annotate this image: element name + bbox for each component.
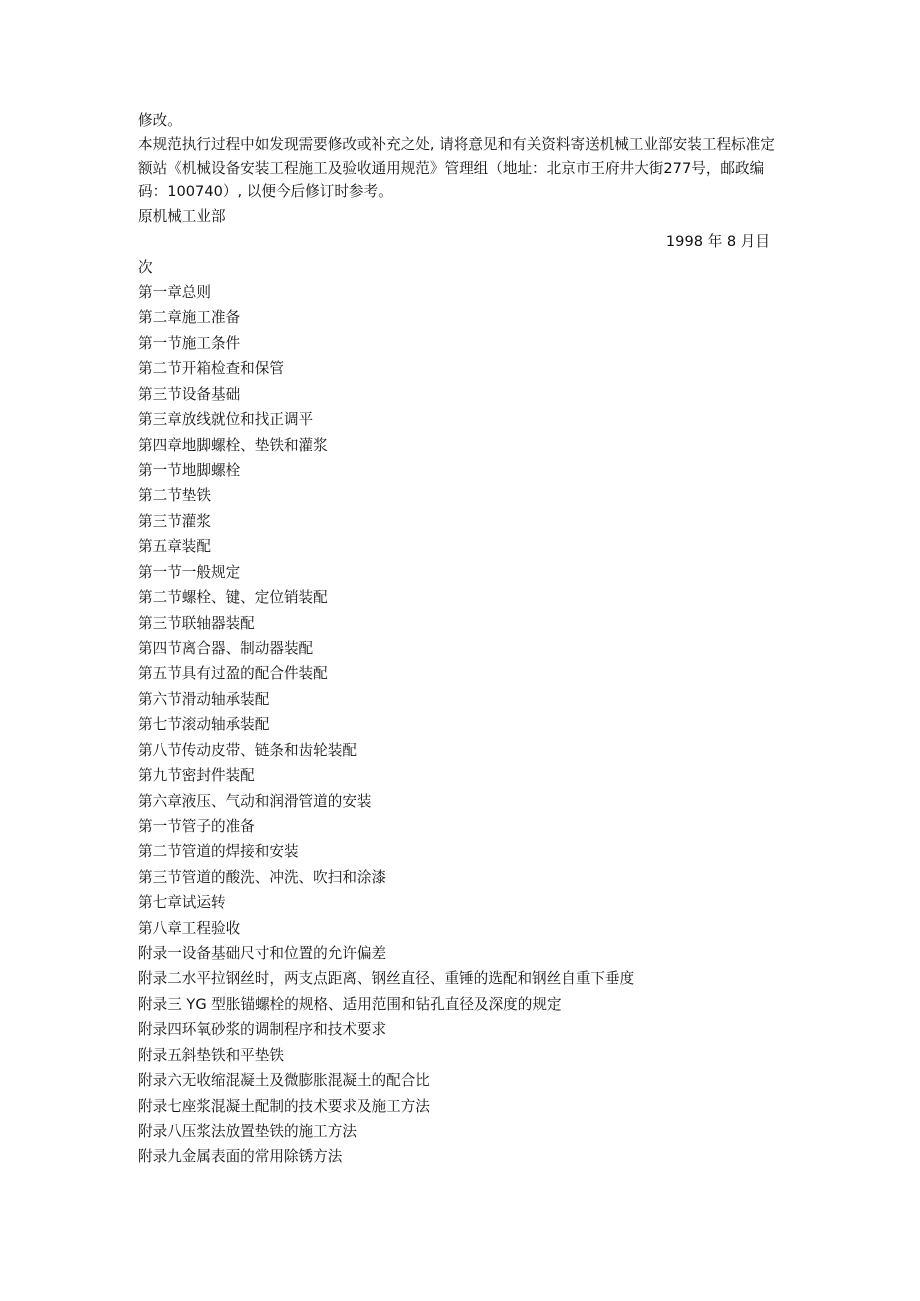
toc-entry: 第三节灌浆 [138,512,211,530]
toc-entry: 第一节施工条件 [138,334,241,352]
toc-entry: 第一节管子的准备 [138,817,255,835]
toc-entry: 第七节滚动轴承装配 [138,716,270,734]
toc-entry: 第四章地脚螺栓、垫铁和灌浆 [138,436,328,454]
toc-entry: 第九节密封件装配 [138,767,255,785]
toc-entry: 第一章总则 [138,284,211,302]
toc-entry: 第四节离合器、制动器装配 [138,639,314,657]
toc-entry: 附录二水平拉钢丝时，两支点距离、钢丝直径、重锤的选配和钢丝自重下垂度 [138,970,635,988]
document-body [138,108,788,1170]
toc-entry: 第二节螺栓、键、定位销装配 [138,589,328,607]
toc-entry: 第三节设备基础 [138,385,241,403]
toc-entry: 第八章工程验收 [138,919,241,937]
issuer-text: 原机械工业部 [138,207,226,225]
toc-entry: 第五节具有过盈的配合件装配 [138,665,328,683]
toc-entry: 第六节滑动轴承装配 [138,690,270,708]
toc-entry: 附录三 YG 型胀锚螺栓的规格、适用范围和钻孔直径及深度的规定 [138,995,562,1013]
table-of-contents [138,280,788,1170]
toc-entry: 附录五斜垫铁和平垫铁 [138,1046,284,1064]
toc-entry: 附录一设备基础尺寸和位置的允许偏差 [138,945,387,963]
toc-entry: 第二节开箱检查和保管 [138,360,284,378]
toc-entry: 第二节管道的焊接和安装 [138,843,299,861]
toc-entry: 第三节联轴器装配 [138,614,255,632]
toc-entry: 附录六无收缩混凝土及微膨胀混凝土的配合比 [138,1072,430,1090]
toc-entry: 第八节传动皮带、链条和齿轮装配 [138,741,357,759]
toc-heading: 次 [138,258,153,276]
date-text: 1998 年 8 月目 [665,233,770,251]
toc-entry: 附录九金属表面的常用除锈方法 [138,1148,343,1166]
toc-entry: 第五章装配 [138,538,211,556]
toc-entry: 附录七座浆混凝土配制的技术要求及施工方法 [138,1097,430,1115]
toc-entry: 第三节管道的酸洗、冲洗、吹扫和涂漆 [138,868,387,886]
toc-entry: 第一节地脚螺栓 [138,462,241,480]
continuation-text: 修改。 [138,112,182,129]
toc-entry: 第七章试运转 [138,894,226,912]
toc-entry: 第六章液压、气动和润滑管道的安装 [138,792,372,810]
toc-entry: 第二节垫铁 [138,487,211,505]
toc-entry: 第三章放线就位和找正调平 [138,411,314,429]
toc-entry: 附录四环氧砂浆的调制程序和技术要求 [138,1021,387,1039]
toc-entry: 附录八压浆法放置垫铁的施工方法 [138,1122,357,1140]
toc-entry: 第二章施工准备 [138,309,241,327]
toc-entry: 第一节一般规定 [138,563,241,581]
notice-paragraph: 本规范执行过程中如发现需要修改或补充之处, 请将意见和有关资料寄送机械工业部安装工程标准定额站《机械设备安装工程施工及验收通用规范》管理组（地址：北京市王府井大街277号，邮政编码：100740）, 以便今后修订时参考。 [138,136,775,201]
